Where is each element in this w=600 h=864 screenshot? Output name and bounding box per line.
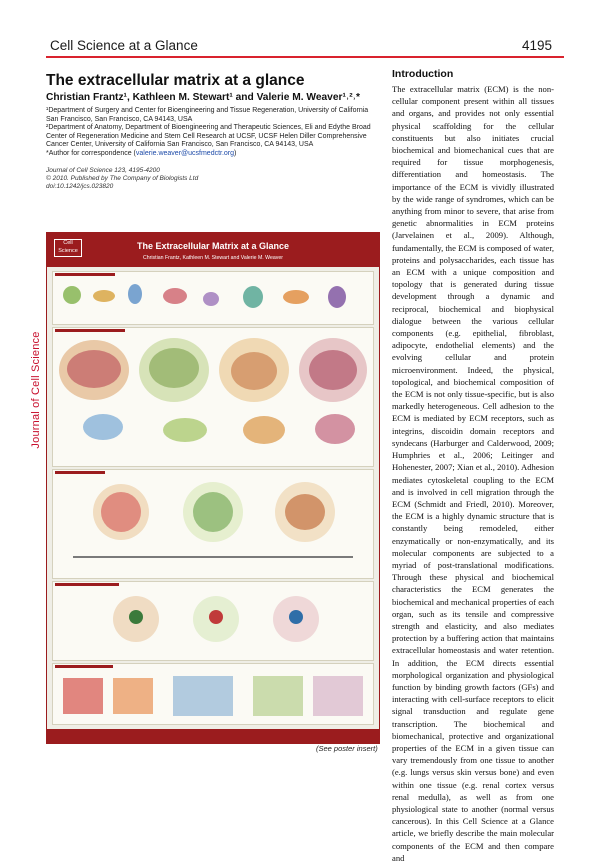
- header-rule: [46, 56, 564, 58]
- author-list: Christian Frantz¹, Kathleen M. Stewart¹ and Valerie M. Weaver¹˒²˒*: [46, 92, 360, 103]
- poster-caption: (See poster insert): [316, 744, 378, 753]
- citation-line: doi:10.1242/jcs.023820: [46, 183, 114, 190]
- poster-panel-mechanics: [52, 663, 374, 725]
- journal-side-label: [30, 300, 44, 480]
- poster-footer: [47, 729, 379, 743]
- citation-line: Journal of Cell Science 123, 4195-4200: [46, 167, 160, 174]
- poster-panel-tissues: [52, 327, 374, 467]
- affiliation-2: ²Department of Anatomy, Department of Bioengineering and Therapeutic Sciences, Eli and Edythe Broad Center of Regeneration Medicine and Stem Cell Research at UCSF, UCSF Helen Diller Comprehensive Cancer Center, University of California San Francisco, San Francisco, CA 94143, USA: [46, 124, 371, 149]
- introduction-heading: Introduction: [392, 68, 454, 80]
- correspondence-email-link[interactable]: valerie.weaver@ucsfmedctr.org: [135, 149, 235, 157]
- affiliations: [46, 107, 376, 159]
- introduction-paragraph: The extracellular matrix (ECM) is the non-cellular component present within all tissues and organs, and provides not only essential physical scaffolding for the cellular constituents but also initiates crucial biochemical and biomechanical cues that are required for tissue morphogenesis, differentiation and homeostasis. The importance of the ECM is vividly illustrated by the wide range of syndromes, which can be anything from minor to severe, that arise from genetic abnormalities in ECM proteins (Jarvelainen et al., 2009). Although, fundamentally, the ECM is composed of water, proteins and polysaccharides, each tissue has an ECM with a unique composition and topology that is generated during tissue development through a dynamic and reciprocal, biochemical and biophysical dialogue between the various cellular components (e.g. epithelial, fibroblast, adipocyte, endothelial elements) and the evolving cellular and protein microenvironment. Indeed, the physical, topological, and biochemical composition of the ECM is not only tissue-specific, but is also markedly heterogeneous. Cell adhesion to the ECM is mediated by ECM receptors, such as integrins, discoidin domain receptors and syndecans (Harburger and Calderwood, 2009; Humphries et al., 2006; Leitinger and Hohenester, 2007; Xian et al., 2010). Adhesion mediates cytoskeletal coupling to the ECM and is involved in cell migration through the ECM (Schmidt and Friedl, 2010). Moreover, the ECM is a highly dynamic structure that is constantly being remodeled, either enzymatically or non-enzymatically, and its molecular components are subjected to a myriad of post-translational modifications. Through these physical and biochemical characteristics the ECM generates the biochemical and mechanical properties of each organ, such as its tensile and compressive strength and elasticity, and also mediates protection by a buffering action that maintains extracellular homeostasis and water retention. In addition, the ECM directs essential morphological organization and physiological function by binding growth factors (GFs) and interacting with cell-surface receptors to elicit signal transduction and regulate gene transcription. The biochemical and biomechanical, protective and organizational properties of the ECM in a given tissue can vary tremendously from one tissue to another (e.g. lungs versus skin versus bone) and even within one tissue (e.g. renal cortex versus renal medulla), as well as from one physiological state to another (normal versus cancerous). In this Cell Science at a Glance article, we briefly describe the main molecular components of the ECM and then compare and: [392, 84, 554, 863]
- section-title: Cell Science at a Glance: [50, 38, 198, 53]
- poster-panel-interactions: [52, 581, 374, 661]
- page-number: 4195: [522, 38, 553, 53]
- poster-panel-molecules: [52, 271, 374, 325]
- poster-authors: Christian Frantz, Kathleen M. Stewart and Valerie M. Weaver: [143, 255, 283, 261]
- poster-logo: Cell Science: [54, 239, 82, 257]
- poster-title: The Extracellular Matrix at a Glance: [136, 241, 290, 251]
- affiliation-1: ¹Department of Surgery and Center for Bioengineering and Tissue Regeneration, University of California San Francisco, San Francisco, CA 94143, USA: [46, 107, 369, 123]
- poster-figure[interactable]: [46, 232, 380, 744]
- poster-header: [47, 233, 379, 267]
- citation-block: [46, 167, 376, 191]
- correspondence-prefix: *Author for correspondence (: [46, 149, 136, 157]
- correspondence: [46, 150, 376, 159]
- journal-name: Journal of Cell Science: [30, 331, 42, 449]
- citation-line: © 2010. Published by The Company of Biologists Ltd: [46, 175, 199, 182]
- poster-panel-remodeling: [52, 469, 374, 579]
- correspondence-suffix: ): [234, 149, 237, 157]
- article-title: The extracellular matrix at a glance: [46, 72, 305, 89]
